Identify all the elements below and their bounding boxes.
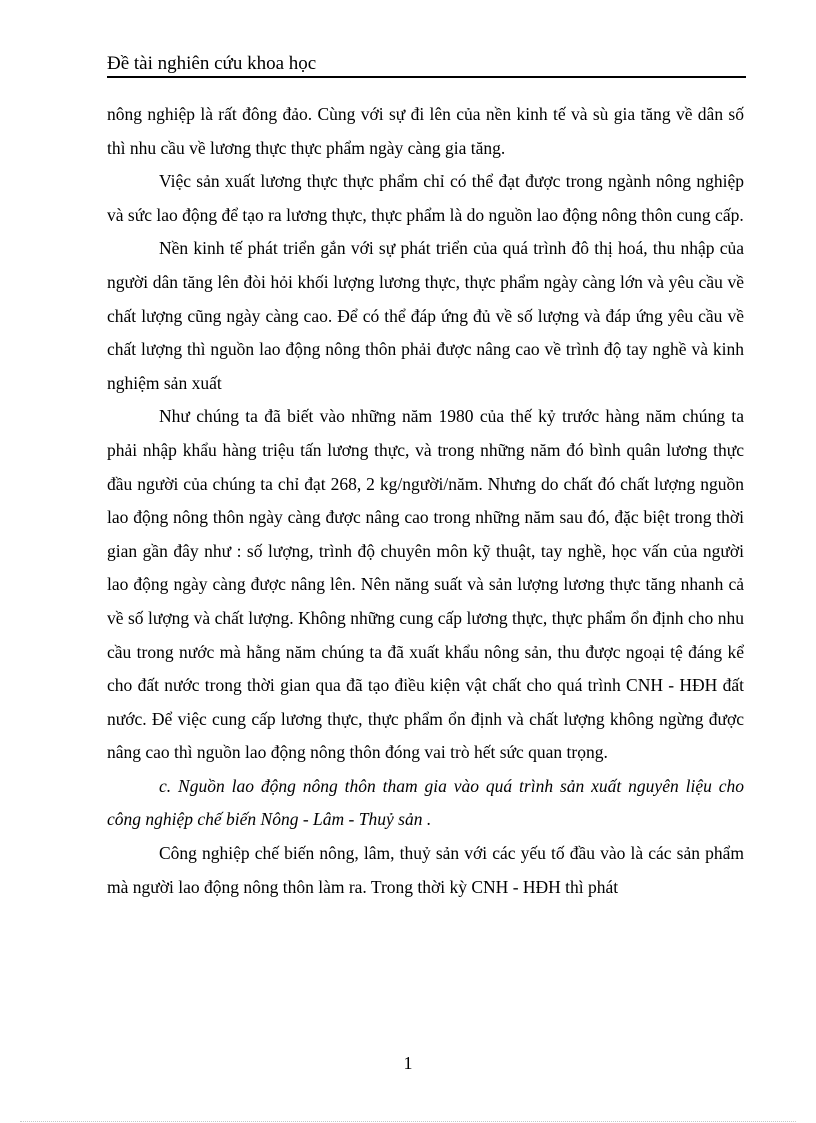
page-number: 1	[403, 1053, 413, 1073]
page-bottom-divider	[20, 1121, 796, 1122]
section-heading-c: c. Nguồn lao động nông thôn tham gia vào quá trình sản xuất nguyên liệu cho công nghiệp chế biến Nông - Lâm - Thuỷ sản .	[107, 775, 744, 830]
paragraph: Như chúng ta đã biết vào những năm 1980 của thế kỷ trước hàng năm chúng ta phải nhập khẩu hàng triệu tấn lương thực, và trong những năm đó bình quân lương thực đầu người của chúng ta chỉ đạt 268, 2 kg/người/năm. Nhưng do chất đó chất lượng nguồn lao động nông thôn ngày càng được nâng cao trong những năm sau đó, đặc biệt trong thời gian gần đây như : số lượng, trình độ chuyên môn kỹ thuật, tay nghề, học vấn của người lao động ngày càng được nâng lên. Nên năng suất và sản lượng lương thực tăng nhanh cả về số lượng và chất lượng. Không những cung cấp lương thực, thực phẩm ổn định cho nhu cầu trong nước mà hằng năm chúng ta đã xuất khẩu nông sản, thu được ngoại tệ đáng kể cho đất nước trong thời gian qua đã tạo điều kiện vật chất cho quá trình CNH - HĐH đất nước. Để việc cung cấp lương thực, thực phẩm ổn định và chất lượng không ngừng được nâng cao thì nguồn lao động nông thôn đóng vai trò hết sức quan trọng.	[107, 406, 744, 763]
paragraph: Việc sản xuất lương thực thực phẩm chỉ có thể đạt được trong ngành nông nghiệp và sức lao động để tạo ra lương thực, thực phẩm là do nguồn lao động nông thôn cung cấp.	[107, 171, 744, 225]
paragraph: Công nghiệp chế biến nông, lâm, thuỷ sản với các yếu tố đầu vào là các sản phẩm mà người lao động nông thôn làm ra. Trong thời kỳ CNH - HĐH thì phát	[107, 843, 744, 897]
document-body	[107, 98, 744, 904]
header-title: Đề tài nghiên cứu khoa học	[107, 53, 317, 74]
page-header	[107, 52, 746, 78]
paragraph: Nền kinh tế phát triển gắn với sự phát triển của quá trình đô thị hoá, thu nhập của người dân tăng lên đòi hỏi khối lượng lương thực, thực phẩm ngày càng lớn và yêu cầu về chất lượng cũng ngày càng cao. Để có thể đáp ứng đủ về số lượng và đáp ứng yêu cầu về chất lượng thì nguồn lao động nông thôn phải được nâng cao về trình độ tay nghề và kinh nghiệm sản xuất	[107, 238, 744, 393]
paragraph-continued: nông nghiệp là rất đông đảo. Cùng với sự đi lên của nền kinh tế và sù gia tăng về dân số thì nhu cầu về lương thực thực phẩm ngày càng gia tăng.	[107, 104, 744, 158]
